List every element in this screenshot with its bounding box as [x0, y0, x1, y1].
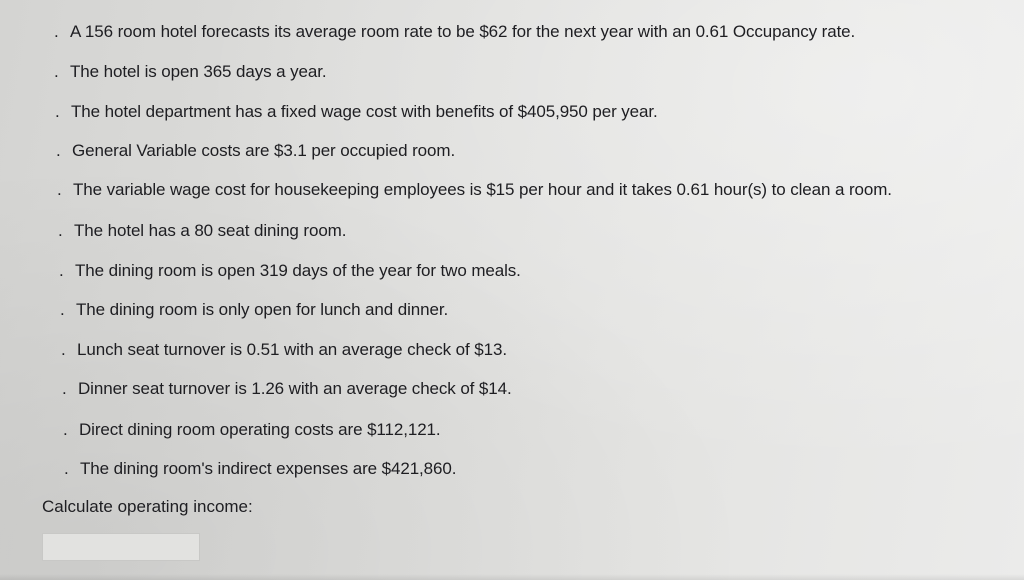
list-item-text: The dining room's indirect expenses are $421,860. [80, 459, 457, 478]
list-item-text: Lunch seat turnover is 0.51 with an average check of $13. [77, 340, 507, 359]
list-item [62, 379, 512, 399]
list-item [55, 102, 658, 122]
question-prompt: Calculate operating income: [42, 497, 253, 516]
list-item-text: The dining room is only open for lunch and dinner. [76, 300, 449, 319]
bullet-dot: . [64, 459, 69, 478]
list-item-text: The dining room is open 319 days of the year for two meals. [75, 261, 521, 280]
list-item-text: General Variable costs are $3.1 per occupied room. [72, 141, 456, 160]
list-item [60, 300, 448, 320]
list-item [61, 340, 507, 360]
bullet-dot: . [55, 102, 60, 121]
list-item-text: Direct dining room operating costs are $112,121. [79, 420, 441, 439]
list-item-text: The hotel department has a fixed wage cost with benefits of $405,950 per year. [71, 102, 658, 121]
list-item [64, 459, 456, 479]
list-item [57, 180, 892, 200]
list-item [56, 141, 455, 161]
bullet-dot: . [60, 300, 65, 319]
list-item-text: The variable wage cost for housekeeping employees is $15 per hour and it takes 0.61 hour(s) to clean a room. [73, 180, 892, 199]
list-item [63, 420, 441, 440]
operating-income-input[interactable] [42, 533, 200, 561]
list-item-text: A 156 room hotel forecasts its average room rate to be $62 for the next year with an 0.61 Occupancy rate. [70, 22, 856, 41]
bullet-dot: . [57, 180, 62, 199]
bullet-dot: . [56, 141, 61, 160]
list-item [59, 261, 521, 281]
list-item [54, 22, 855, 42]
list-item-text: The hotel is open 365 days a year. [70, 62, 327, 81]
bullet-dot: . [59, 261, 64, 280]
list-item-text: The hotel has a 80 seat dining room. [74, 221, 347, 240]
bullet-dot: . [58, 221, 63, 240]
bullet-dot: . [54, 22, 59, 41]
bullet-dot: . [54, 62, 59, 81]
bullet-dot: . [62, 379, 67, 398]
bullet-dot: . [61, 340, 66, 359]
page-edge-shadow [0, 574, 1024, 580]
list-item [58, 221, 346, 241]
list-item-text: Dinner seat turnover is 1.26 with an average check of $14. [78, 379, 512, 398]
bullet-dot: . [63, 420, 68, 439]
list-item [54, 62, 327, 82]
